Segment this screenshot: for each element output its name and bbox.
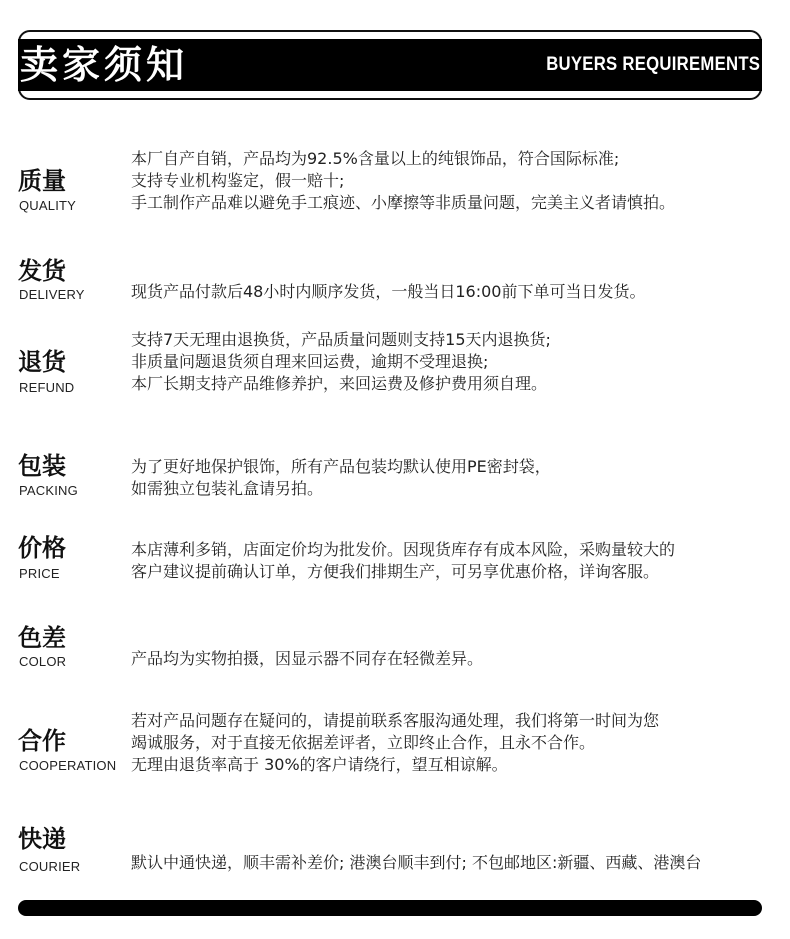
section-title: 色差: [18, 624, 66, 652]
section-title: 包装: [18, 452, 66, 480]
section-body: [131, 852, 771, 874]
body-line: 如需独立包装礼盒请另拍。: [131, 479, 324, 498]
section-body: [131, 281, 771, 303]
section-title: 快递: [18, 825, 66, 853]
body-line: 支持专业机构鉴定，假一赔十;: [131, 171, 345, 190]
page-title: 卖家须知: [20, 43, 189, 87]
section-title: 退货: [18, 348, 66, 376]
body-line: 现货产品付款后48小时内顺序发货，一般当日16:00前下单可当日发货。: [131, 282, 646, 301]
section-subtitle: DELIVERY: [19, 287, 85, 302]
footer-bar: [18, 900, 762, 916]
section-subtitle: COLOR: [19, 654, 67, 669]
section-body: [131, 648, 771, 670]
body-line: 竭诚服务，对于直接无依据差评者，立即终止合作，且永不合作。: [131, 733, 596, 752]
body-line: 手工制作产品难以避免手工痕迹、小摩擦等非质量问题，完美主义者请慎拍。: [131, 193, 676, 212]
body-line: 产品均为实物拍摄，因显示器不同存在轻微差异。: [131, 649, 484, 668]
body-line: 若对产品问题存在疑问的，请提前联系客服沟通处理，我们将第一时间为您: [131, 711, 660, 730]
body-line: 本店薄利多销，店面定价均为批发价。因现货库存有成本风险，采购量较大的: [131, 540, 676, 559]
section-subtitle: COURIER: [19, 859, 81, 874]
body-line: 非质量问题退货须自理来回运费，逾期不受理退换;: [131, 352, 489, 371]
section-subtitle: PRICE: [19, 566, 60, 581]
body-line: 本厂长期支持产品维修养护，来回运费及修护费用须自理。: [131, 374, 548, 393]
section-subtitle: PACKING: [19, 483, 78, 498]
body-line: 无理由退货率高于 30%的客户请绕行，望互相谅解。: [131, 755, 508, 774]
section-body: [131, 456, 771, 500]
section-body: [131, 329, 771, 395]
section-body: [131, 148, 771, 214]
section-subtitle: COOPERATION: [19, 758, 117, 773]
body-line: 默认中通快递，顺丰需补差价; 港澳台顺丰到付; 不包邮地区:新疆、西藏、港澳台: [131, 853, 702, 872]
page-subtitle: BUYERS REQUIREMENTS: [545, 54, 760, 75]
section-body: [131, 710, 771, 776]
section-title: 发货: [18, 257, 66, 285]
section-subtitle: REFUND: [19, 380, 75, 395]
body-line: 本厂自产自销，产品均为92.5%含量以上的纯银饰品，符合国际标准;: [131, 149, 620, 168]
body-line: 客户建议提前确认订单，方便我们排期生产，可另享优惠价格，详询客服。: [131, 562, 660, 581]
section-title: 价格: [18, 534, 66, 562]
section-subtitle: QUALITY: [19, 198, 77, 213]
section-title: 合作: [18, 727, 66, 755]
section-body: [131, 539, 771, 583]
section-title: 质量: [18, 167, 66, 195]
body-line: 支持7天无理由退换货，产品质量问题则支持15天内退换货;: [131, 330, 551, 349]
body-line: 为了更好地保护银饰，所有产品包装均默认使用PE密封袋，: [131, 457, 551, 476]
